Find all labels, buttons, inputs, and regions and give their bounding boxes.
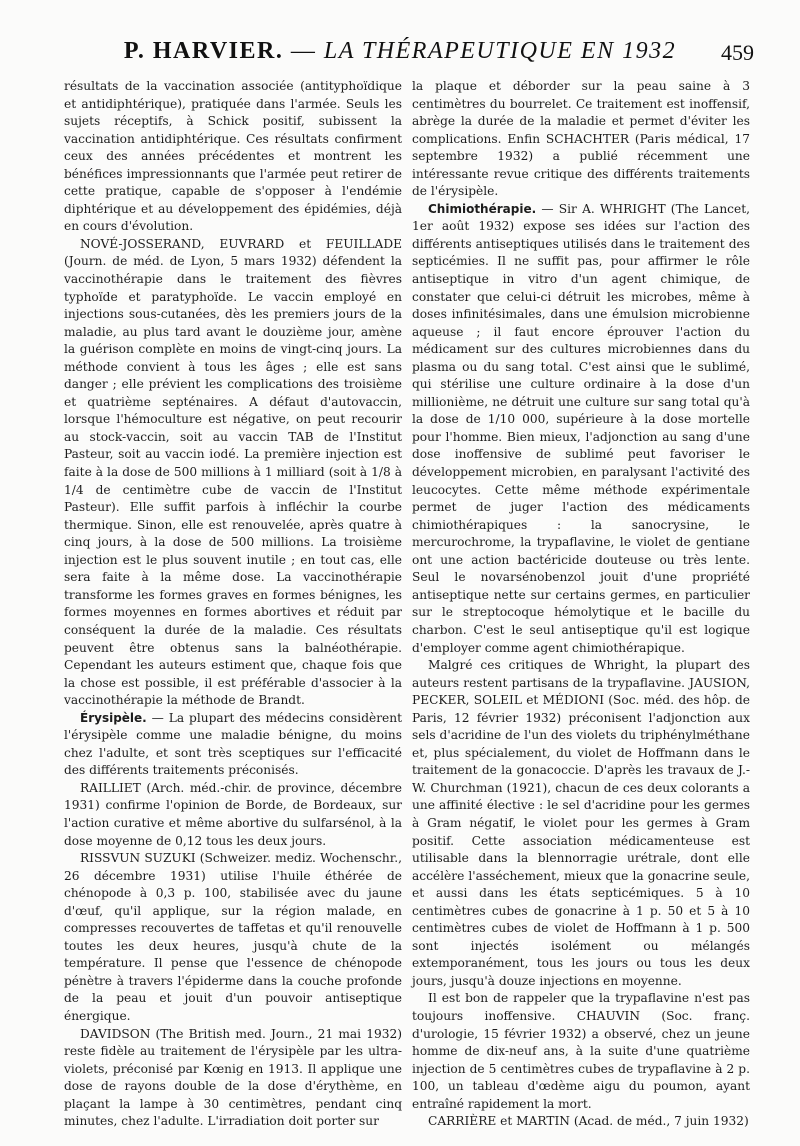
paragraph-carriere-martin: CARRIÈRE et MARTIN (Acad. de méd., 7 juin 1932) (428, 1114, 749, 1129)
running-head (0, 38, 800, 65)
running-head-author: P. HARVIER. (123, 38, 284, 64)
paragraph-rissvun-suzuki: RISSVUN SUZUKI (Schweizer. mediz. Wochenschr., 26 décembre 1931) utilise l'huile éthérée de chénopode à 0,3 p. 100, stabilisée avec du jaune d'œuf, qu'il applique, sur la région malade, en compresses recouvertes de taffetas et qu'il renouvelle toutes les deux heures, jusqu'à chute de la température. Il pense que l'essence de chénopode pénètre à travers l'épiderme dans la couche profonde de la peau et jouit d'un pouvoir antiseptique énergique. (64, 851, 402, 1023)
section-text-erysipele: — La plupart des médecins considèrent l'érysipèle comme une maladie bénigne, du moins chez l'adulte, et sont très sceptiques sur l'efficacité des différents traitements préconisés. (64, 710, 402, 778)
paragraph-chauvin: Il est bon de rappeler que la trypaflavine n'est pas toujours inoffensive. CHAUVIN (Soc. franç. d'urologie, 15 février 1932) a observé, chez un jeune homme de dix-neuf ans, à la suite d'une quatrième injection de 5 centimètres cubes de trypaflavine à 2 p. 100, un tableau d'œdème aigu du poumon, ayant entraîné rapidement la mort. (412, 991, 750, 1111)
section-text-chimiotherapie: — Sir A. WHRIGHT (The Lancet, 1er août 1932) expose ses idées sur l'action des différents antiseptiques utilisés dans le traitement des septicémies. Il ne suffit pas, pour affirmer le rôle antiseptique in vitro d'un agent chimique, de constater que celui-ci détruit les microbes, même à doses infinitésimales, dans une émulsion microbienne aqueuse ; il faut encore éprouver l'action du médicament sur des cultures microbiennes dans du plasma ou du sang total. C'est ainsi que le sublimé, qui stérilise une culture ordinaire à la dose d'un millionième, ne détruit une culture sur sang total qu'à la dose de 1/10 000, supérieure à la dose mortelle pour l'homme. Bien mieux, l'adjonction au sang d'une dose inoffensive de sublimé peut favoriser le développement microbien, en paralysant l'activité des leucocytes. Cette même méthode expérimentale permet de juger l'action des médicaments chimiothérapiques : la sanocrysine, le mercurochrome, la trypaflavine, le violet de gentiane ont une action bactéricide douteuse ou très lente. Seul le novarsénobenzol jouit d'une propriété antiseptique nette sur certains germes, en particulier sur le streptocoque hémolytique et le bacille du charbon. C'est le seul antiseptique qu'il est logique d'employer comme agent chimiothérapique. (412, 201, 750, 655)
page-number: 459 (721, 40, 754, 65)
paragraph-plaque-continuation: la plaque et déborder sur la peau saine à 3 centimètres du bourrelet. Ce traitement est inoffensif, abrège la durée de la maladie et permet d'éviter les complications. Enfin SCHACHTER (Paris médical, 17 septembre 1932) a publié récemment une intéressante revue critique des différents traitements de l'érysipèle. (412, 79, 750, 199)
paragraph-davidson: DAVIDSON (The British med. Journ., 21 mai 1932) reste fidèle au traitement de l'érysipèle par les ultra-violets, préconisé par Kœnig en 1913. Il applique une dose de rayons double de la dose d'érythème, en plaçant la lampe à 30 centimètres, pendant cinq minutes, chez l'adulte. L'irradiation doit porter sur (64, 1026, 402, 1129)
running-head-separator: — (283, 38, 324, 64)
paragraph-trypaflavine-jausion: Malgré ces critiques de Whright, la plupart des auteurs restent partisans de la trypaflavine. JAUSION, PECKER, SOLEIL et MÉDIONI (Soc. méd. des hôp. de Paris, 12 février 1932) préconisent l'adjonction aux sels d'acridine de l'un des violets du triphénylméthane et, plus spécialement, du violet de Hoffmann dans le traitement de la gonacoccie. D'après les travaux de J.-W. Churchman (1921), chacun de ces deux colorants a une affinité élective : le sel d'acridine pour les germes à Gram négatif, le violet pour les germes à Gram positif. Cette association médicamenteuse est utilisable dans la blennorragie urétrale, dont elle accélère l'asséchement, mieux que la gonacrine seule, et aussi dans les états septicémiques. 5 à 10 centimètres cubes de gonacrine à 1 p. 50 et 5 à 10 centimètres cubes de violet de Hoffmann à 1 p. 500 sont injectés isolément ou mélangés extemporanément, tous les jours ou tous les deux jours, jusqu'à douze injections en moyenne. (412, 658, 750, 988)
paragraph-railliet: RAILLIET (Arch. méd.-chir. de province, décembre 1931) confirme l'opinion de Borde, de Bordeaux, sur l'action curative et même abortive du sulfarsénol, à la dose moyenne de 0,12 tous les deux jours. (64, 780, 402, 848)
section-chimiotherapie (412, 201, 750, 657)
running-head-title: LA THÉRAPEUTIQUE EN 1932 (323, 38, 677, 64)
section-erysipele (64, 710, 402, 780)
section-heading-chimiotherapie: Chimiothérapie. (428, 201, 537, 216)
paragraph-vaccination-results: résultats de la vaccination associée (antityphoïdique et antidiphtérique), pratiquée dans l'armée. Seuls les sujets réceptifs, à Schick positif, subissent la vaccination antidiphtérique. Ces résultats confirment ceux des années précédentes et montrent les bénéfices impressionnants que l'armée peut retirer de cette pratique, capable de s'opposer à l'endémie diphtérique et au développement des épidémies, déjà en cours d'évolution. (64, 79, 402, 234)
paragraph-nove-josserand: NOVÉ-JOSSERAND, EUVRARD et FEUILLADE (Journ. de méd. de Lyon, 5 mars 1932) défendent la vaccinothérapie dans le traitement des fièvres typhoïde et paratyphoïde. Le vaccin employé en injections sous-cutanées, dès les premiers jours de la maladie, au plus tard avant le douzième jour, amène la guérison complète en moins de vingt-cinq jours. La méthode convient à tous les âges ; elle est sans danger ; elle prévient les complications des troisième et quatrième septénaires. A défaut d'autovaccin, lorsque l'hémoculture est négative, on peut recourir au stock-vaccin, soit au vaccin TAB de l'Institut Pasteur, soit au vaccin iodé. La première injection est faite à la dose de 500 millions à 1 milliard (soit à 1/8 à 1/4 de centimètre cube de vaccin de l'Institut Pasteur). Elle suffit parfois à infléchir la courbe thermique. Sinon, elle est renouvelée, après quatre à cinq jours, à la dose de 500 millions. La troisième injection est le plus souvent inutile ; en tout cas, elle sera faite à la même dose. La vaccinothérapie transforme les formes graves en formes bénignes, les formes moyennes en formes abortives et réduit par conséquent la durée de la maladie. Ces résultats peuvent être obtenus sans la balnéothérapie. Cependant les auteurs estiment que, chaque fois que la chose est possible, il est préférable d'associer à la vaccinothérapie la méthode de Brandt. (64, 236, 402, 708)
section-heading-erysipele: Érysipèle. (80, 710, 147, 725)
page-header (0, 38, 800, 72)
right-column (412, 78, 750, 1131)
left-column (64, 78, 402, 1131)
